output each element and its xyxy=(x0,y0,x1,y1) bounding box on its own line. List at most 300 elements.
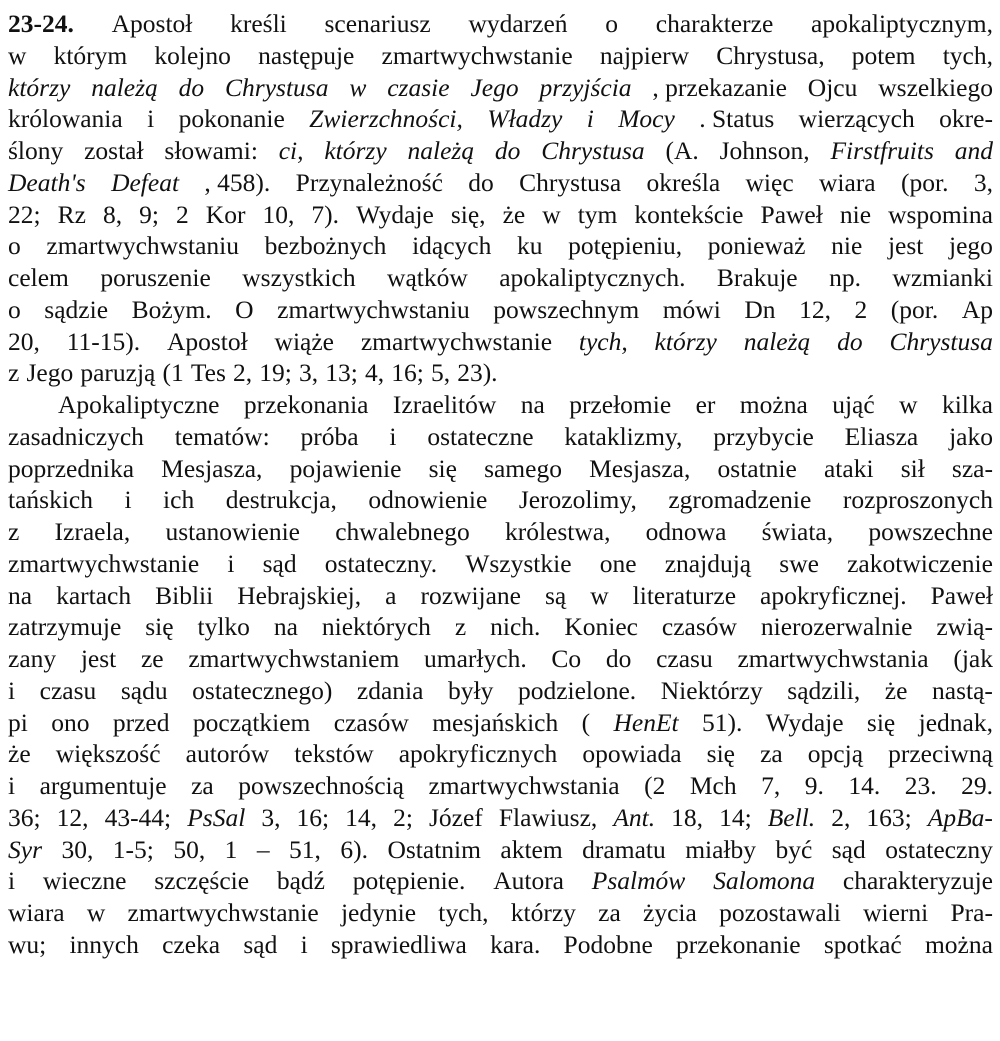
word: można xyxy=(924,929,993,959)
word: królestwa, xyxy=(504,517,611,546)
word: zakotwiczenie xyxy=(847,548,993,578)
word: słowami: xyxy=(164,136,258,165)
word: w xyxy=(899,390,918,419)
word: 14. xyxy=(848,771,881,800)
word: Hebrajskiej, xyxy=(237,580,362,610)
word: jednak, xyxy=(918,707,993,737)
word: apokryficznej. xyxy=(760,580,907,610)
word: czasów xyxy=(661,612,737,642)
word: podzielone. xyxy=(517,675,637,705)
word: potem xyxy=(851,40,916,70)
italic-word: Death's xyxy=(8,167,86,197)
text-line xyxy=(8,8,993,40)
word: i xyxy=(8,675,16,705)
word: 16; xyxy=(296,802,330,832)
italic-word: Władzy xyxy=(487,104,563,134)
text-line xyxy=(8,262,993,294)
text-line xyxy=(8,230,993,262)
word: na xyxy=(273,612,298,642)
word: wzmianki xyxy=(892,263,993,292)
word: powszechne xyxy=(868,517,993,546)
text-line xyxy=(8,484,993,516)
word: mesjańskich xyxy=(432,707,559,737)
word: jako xyxy=(949,421,993,451)
word: scenariusz xyxy=(324,9,431,38)
word: 16; xyxy=(391,358,424,388)
word: Podobne xyxy=(563,929,653,959)
italic-word: ci, xyxy=(278,136,304,165)
word: o xyxy=(605,9,619,38)
word: – xyxy=(256,834,270,864)
word: 30, xyxy=(61,834,94,864)
word: kataklizmy, xyxy=(564,421,683,451)
word: 12, xyxy=(56,802,89,832)
word: 3, xyxy=(261,802,281,832)
word: królowania xyxy=(8,104,123,134)
italic-word: do xyxy=(494,136,521,165)
word: 1-5; xyxy=(112,834,154,864)
word: sza- xyxy=(951,453,993,483)
word: Niektórzy xyxy=(660,675,763,705)
word: być xyxy=(775,834,813,864)
word: sądu xyxy=(120,675,168,705)
word: 18, xyxy=(671,802,704,832)
word: poprzednika xyxy=(8,453,135,483)
word: że xyxy=(8,739,31,769)
word: 7). xyxy=(311,199,340,229)
word: Co xyxy=(551,644,582,673)
word: przełomie xyxy=(569,390,672,419)
text-line xyxy=(8,770,993,802)
word: 12, xyxy=(799,294,831,324)
text-line xyxy=(8,167,993,199)
word: 23. xyxy=(904,771,937,800)
word: Flawiusz, xyxy=(498,802,598,832)
word: ze xyxy=(140,644,164,673)
word: pi xyxy=(8,707,28,737)
word: (1 xyxy=(162,358,184,388)
italic-word: należą xyxy=(743,326,811,356)
word: 22; xyxy=(8,199,41,229)
word: tych, xyxy=(438,898,489,927)
word: wszelkiego xyxy=(878,72,993,102)
word: potępieniu, xyxy=(568,231,683,261)
word: charakteryzuje xyxy=(842,866,993,896)
word: Wydaje xyxy=(356,199,434,229)
italic-word: do xyxy=(178,72,205,102)
word: sąd xyxy=(831,834,866,864)
word: O xyxy=(235,294,254,324)
italic-word: Firstfruits xyxy=(830,136,934,165)
word: argumentuje xyxy=(39,771,167,800)
word: ostatecznego) xyxy=(192,675,333,705)
word: wu; xyxy=(8,929,47,959)
word: celem xyxy=(8,263,69,292)
word: 51, xyxy=(289,834,321,864)
word: ostatnie xyxy=(717,453,797,483)
text-line xyxy=(8,516,993,548)
word: za xyxy=(760,739,783,769)
word: 14, xyxy=(345,802,378,832)
word: 43-44; xyxy=(104,802,172,832)
word: zmartwychwstanie xyxy=(381,40,573,70)
italic-word: PsSal xyxy=(187,802,246,832)
word: ostateczny xyxy=(885,834,993,864)
word: sąd xyxy=(262,548,297,578)
text-line xyxy=(8,897,993,929)
word: ustanowienie xyxy=(165,517,301,546)
word: Paweł xyxy=(760,199,823,229)
word: świata, xyxy=(761,517,834,546)
word: niektórych xyxy=(321,612,431,642)
word: do xyxy=(605,644,632,673)
word: 51). xyxy=(702,707,743,737)
word: sił xyxy=(900,453,925,483)
word: literaturze xyxy=(632,580,737,610)
word: Chrystusa, xyxy=(716,40,825,70)
italic-word: Salomona xyxy=(713,866,816,896)
word: i xyxy=(300,929,308,959)
text-line xyxy=(8,707,993,739)
word: destrukcja, xyxy=(225,485,337,515)
word: ostateczne xyxy=(427,421,534,451)
word: paruzją xyxy=(80,358,156,388)
word: rozwijane xyxy=(420,580,521,610)
italic-word: and xyxy=(954,136,993,165)
word: potępienie. xyxy=(352,866,466,896)
word: kreśli xyxy=(230,9,287,38)
word: nierozerwalnie xyxy=(760,612,913,642)
word: tematów: xyxy=(174,421,270,451)
word: w xyxy=(542,199,561,229)
word: wspomina xyxy=(888,199,993,229)
word: Paweł xyxy=(930,580,993,610)
word: i xyxy=(8,771,16,800)
word: przybycie xyxy=(713,421,814,451)
word: wątków xyxy=(387,263,468,292)
word: przed xyxy=(112,707,170,737)
paragraph xyxy=(8,389,993,961)
word: 7, xyxy=(761,771,781,800)
word: znajdują xyxy=(664,548,752,578)
word: . Status xyxy=(699,104,775,134)
word: tekstów xyxy=(294,739,374,769)
text-line xyxy=(8,326,993,358)
word: kolejno xyxy=(154,40,231,70)
text-line xyxy=(8,611,993,643)
word: np. xyxy=(829,263,861,292)
word: nich. xyxy=(490,612,541,642)
word: czasu xyxy=(39,675,97,705)
word: przekonanie xyxy=(676,929,801,959)
word: że xyxy=(502,199,526,229)
word: do xyxy=(468,167,494,197)
word: i xyxy=(227,548,235,578)
word: są xyxy=(545,580,567,610)
word: Chrystusa xyxy=(519,167,622,197)
word: Johnson, xyxy=(719,136,810,165)
word: zgromadzenie xyxy=(668,485,812,515)
word: w xyxy=(8,40,27,70)
word: ( xyxy=(581,707,591,737)
word: 2, xyxy=(233,358,253,388)
word: jest xyxy=(80,644,117,673)
word: zdania xyxy=(356,675,424,705)
word: pozostawali xyxy=(719,898,841,927)
word: jedynie xyxy=(340,898,417,927)
word: odnowienie xyxy=(368,485,488,515)
text-line xyxy=(8,357,993,389)
word: się xyxy=(706,739,735,769)
word: Biblii xyxy=(155,580,214,610)
word: przeciwną xyxy=(888,739,993,769)
word: sprawiedliwa xyxy=(330,929,467,959)
italic-word: którzy xyxy=(324,136,387,165)
text-line xyxy=(8,643,993,675)
word: Jerozolimy, xyxy=(518,485,637,515)
text-line xyxy=(8,199,993,231)
text-line xyxy=(8,675,993,707)
word: się, xyxy=(450,199,486,229)
word: Apokaliptyczne xyxy=(58,390,220,419)
word: nie xyxy=(839,199,872,229)
text-line xyxy=(8,421,993,453)
word: zatrzymuje xyxy=(8,612,122,642)
word: z xyxy=(8,517,20,546)
word: (por. xyxy=(901,167,949,197)
word: i xyxy=(124,485,132,515)
word: ich xyxy=(163,485,195,515)
word: początkiem xyxy=(192,707,311,737)
word: tylko xyxy=(197,612,250,642)
word: 50, xyxy=(173,834,206,864)
word: Jego xyxy=(26,358,74,388)
word: i xyxy=(389,421,397,451)
word: 2 xyxy=(176,199,189,229)
word: dramatu xyxy=(582,834,666,864)
word: odnowa xyxy=(645,517,727,546)
word: miałby xyxy=(685,834,757,864)
word: Wszystkie xyxy=(465,548,572,578)
word: Izraelitów xyxy=(392,390,497,419)
word: apokaliptycznym, xyxy=(811,9,993,38)
word: aktem xyxy=(500,834,563,864)
word: za xyxy=(598,898,621,927)
word: czasów xyxy=(333,707,409,737)
word: one xyxy=(599,548,637,578)
word: został xyxy=(84,136,144,165)
text-line xyxy=(8,135,993,167)
word: 3, xyxy=(299,358,319,388)
word: kilka xyxy=(941,390,993,419)
word: swe xyxy=(779,548,819,578)
italic-word: Chrystusa xyxy=(541,136,645,165)
word: na xyxy=(8,580,33,610)
word: tym xyxy=(577,199,618,229)
word: 20, xyxy=(8,326,40,356)
word: er xyxy=(695,390,716,419)
word: można xyxy=(739,390,808,419)
word: Koniec xyxy=(564,612,638,642)
text-line xyxy=(8,72,993,104)
word: ostateczny. xyxy=(324,548,438,578)
word: powszechnością xyxy=(238,771,404,800)
word: Apostoł xyxy=(166,326,248,356)
word: się xyxy=(145,612,174,642)
word: że xyxy=(884,675,908,705)
word: życia xyxy=(643,898,697,927)
word: apokaliptycznych. xyxy=(499,263,686,292)
word: Izraela, xyxy=(54,517,131,546)
word: Mch xyxy=(689,771,737,800)
word: kara. xyxy=(490,929,541,959)
word: 5, xyxy=(430,358,451,388)
word: z xyxy=(8,358,20,388)
word: apokryficznych xyxy=(398,739,558,769)
italic-word: Jego xyxy=(470,72,519,102)
word: Mesjasza, xyxy=(161,453,263,483)
word: a xyxy=(385,580,397,610)
word: się xyxy=(866,707,896,737)
word: szczęście xyxy=(154,866,250,896)
word: 13; xyxy=(325,358,358,388)
italic-word: należą xyxy=(91,72,158,102)
word: z xyxy=(454,612,467,642)
text-line xyxy=(8,865,993,897)
word: chwalebnego xyxy=(335,517,470,546)
word: przekonania xyxy=(243,390,369,419)
word: ku xyxy=(517,231,543,261)
word: najpierw xyxy=(599,40,690,70)
word: powszechnym xyxy=(493,294,640,324)
word: (A. xyxy=(665,136,699,165)
italic-word: HenEt xyxy=(613,707,679,737)
italic-word: Syr xyxy=(8,834,42,864)
word: Pra- xyxy=(950,898,993,927)
word: zany xyxy=(8,644,57,673)
word: więc xyxy=(745,167,794,197)
word: mówi xyxy=(662,294,721,324)
word: 6). xyxy=(340,834,368,864)
word: 19; xyxy=(259,358,292,388)
word: 3, xyxy=(973,167,993,197)
word: się xyxy=(428,453,457,483)
word: kartach xyxy=(56,580,132,610)
text-line xyxy=(8,834,993,866)
word: Eliasza xyxy=(844,421,919,451)
word: nastą- xyxy=(932,675,993,705)
text-line xyxy=(8,548,993,580)
word: zasadniczych xyxy=(8,421,144,451)
word: Kor xyxy=(205,199,246,229)
italic-word: Ant. xyxy=(613,802,656,832)
text-line xyxy=(8,103,993,135)
word: jest xyxy=(887,231,924,261)
word: większość xyxy=(55,739,161,769)
italic-word: Mocy xyxy=(618,104,675,134)
word: wiara xyxy=(8,898,65,927)
italic-word: którzy xyxy=(654,326,717,356)
word: zmartwychwstania xyxy=(428,771,620,800)
word: wiara xyxy=(819,167,876,197)
word: były xyxy=(448,675,494,705)
word: (2 xyxy=(644,771,666,800)
text-line xyxy=(8,40,993,72)
word: o xyxy=(8,231,21,261)
word: zmartwychwstaniem xyxy=(188,644,400,673)
word: jego xyxy=(949,231,993,261)
word: 2, xyxy=(831,802,851,832)
word: Józef xyxy=(428,802,483,832)
text-line xyxy=(8,929,993,961)
word: Rz xyxy=(57,199,86,229)
word: (jak xyxy=(953,644,993,673)
word: ślony xyxy=(8,136,64,165)
word: zmartwychwstanie xyxy=(8,548,200,578)
italic-word: Chrystusa xyxy=(889,326,993,356)
word: nie xyxy=(831,231,863,261)
word: kontekście xyxy=(634,199,744,229)
word: Ojcu xyxy=(807,72,858,102)
word: wszystkich xyxy=(242,263,356,292)
text-line xyxy=(8,738,993,770)
word: , 458). xyxy=(204,167,271,197)
italic-word: Zwierzchności, xyxy=(309,104,463,134)
word: którym xyxy=(53,40,128,70)
word: o xyxy=(8,294,21,324)
word: poruszenie xyxy=(100,263,211,292)
word: ono xyxy=(51,707,90,737)
italic-word: Chrystusa xyxy=(225,72,329,102)
word: 36; xyxy=(8,802,41,832)
word: czasu xyxy=(656,644,713,673)
italic-word: do xyxy=(837,326,863,356)
word: zmartwychwstanie xyxy=(127,898,319,927)
word: opowiada xyxy=(582,739,682,769)
text-line xyxy=(8,294,993,326)
word: wierzących xyxy=(798,104,915,134)
word: rozproszonych xyxy=(842,485,993,515)
word: Brakuje xyxy=(716,263,798,292)
text-line xyxy=(8,802,993,834)
word: 8, xyxy=(102,199,123,229)
word: opcją xyxy=(807,739,864,769)
text-line xyxy=(8,389,993,421)
word: 23). xyxy=(457,358,498,388)
word: (por. xyxy=(890,294,939,324)
italic-word: należą xyxy=(407,136,475,165)
word: próba xyxy=(300,421,359,451)
word: spotkać xyxy=(823,929,902,959)
italic-word: Bell. xyxy=(767,802,816,832)
word: tych, xyxy=(942,40,993,70)
word: zmartwychwstaniu xyxy=(46,231,239,261)
italic-word: przyjścia xyxy=(539,72,632,102)
italic-word: czasie xyxy=(387,72,450,102)
word: Ap xyxy=(961,294,993,324)
word: sądzili, xyxy=(787,675,861,705)
word: Bożym. xyxy=(131,294,212,324)
word: Wydaje xyxy=(765,707,844,737)
word: umarłych. xyxy=(424,644,527,673)
word: bądź xyxy=(276,866,325,896)
word: ująć xyxy=(832,390,875,419)
italic-word: Defeat xyxy=(111,167,180,197)
word: 29. xyxy=(961,771,993,800)
word: Tes xyxy=(190,358,226,388)
word: samego xyxy=(484,453,562,483)
italic-word: którzy xyxy=(8,72,71,102)
